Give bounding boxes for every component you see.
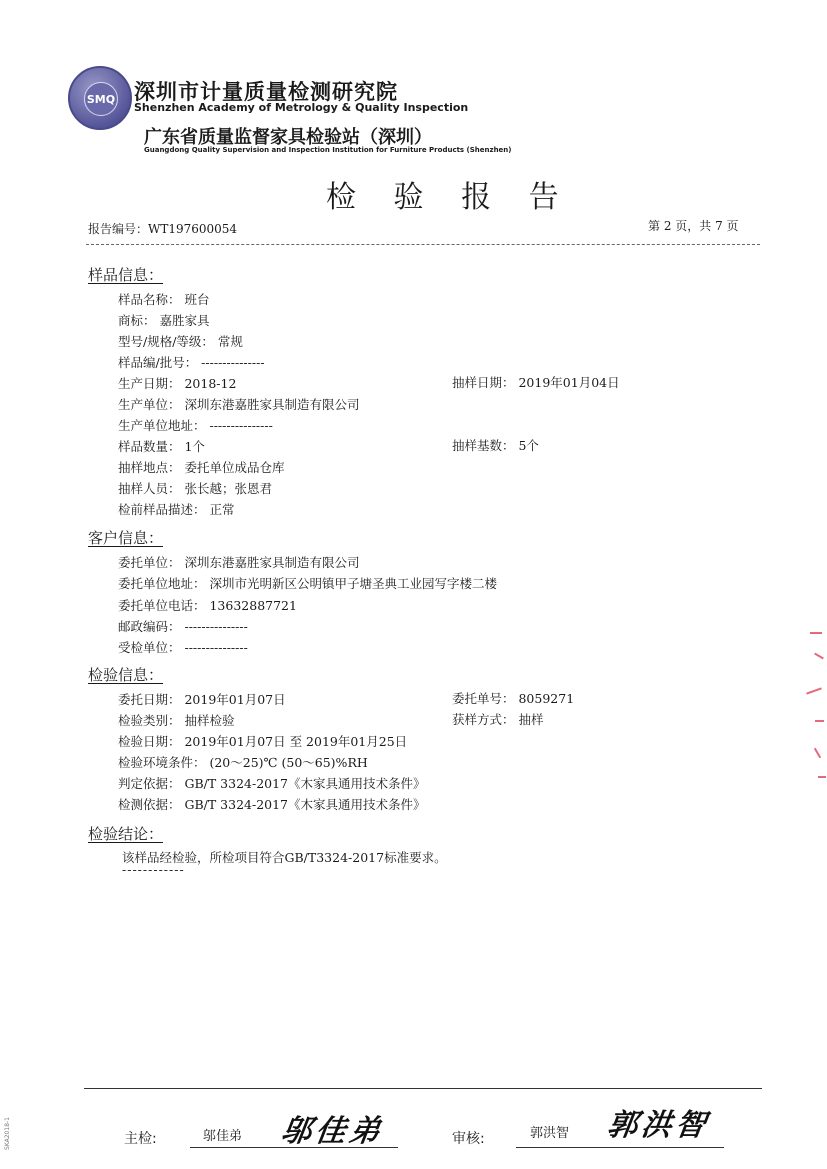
conclusion-section-title: 检验结论： [88,825,164,843]
org-name-en: Shenzhen Academy of Metrology & Quality Inspection [134,101,469,114]
sample-section-title: 样品信息： [88,266,164,284]
chief-signature-line [190,1147,398,1148]
test-basis: 检测依据： GB/T 3324-2017《木家具通用技术条件》 [118,797,426,812]
judgment-basis: 判定依据： GB/T 3324-2017《木家具通用技术条件》 [118,776,426,791]
test-environment: 检验环境条件： (20～25)℃ (50～65)%RH [118,755,368,770]
chief-inspector-name: 邬佳弟 [203,1129,243,1144]
commission-date: 委托日期： 2019年01月07日 [118,692,286,707]
sample-batch: 样品编/批号： --------------- [118,355,265,370]
sample-name: 样品名称： 班台 [118,292,210,307]
production-date: 生产日期： 2018-12 [118,376,237,391]
samplers: 抽样人员： 张长越；张恩君 [118,481,272,496]
chief-inspector-signature: 邬佳弟 [279,1114,386,1149]
inspection-section-title: 检验信息： [88,666,164,684]
institute-logo [68,66,132,130]
inspected-unit: 受检单位： --------------- [118,640,248,655]
pre-test-description: 检前样品描述： 正常 [118,502,235,517]
form-code: SKA2018-1 [4,1117,11,1150]
reviewer-label: 审核: [452,1131,485,1147]
sample-quantity: 样品数量： 1个 [118,439,205,454]
sampling-base: 抽样基数： 5个 [452,438,539,453]
report-number: 报告编号：WT197600054 [88,222,238,236]
reviewer-signature: 郭洪智 [605,1108,712,1143]
reviewer-name: 郭洪智 [530,1126,570,1141]
commission-number: 委托单号： 8059271 [452,691,575,706]
sampling-location: 抽样地点： 委托单位成品仓库 [118,460,285,475]
org2-name-cn: 广东省质量监督家具检验站（深圳） [144,127,432,148]
signature-divider [84,1088,762,1089]
report-title: 检 验 报 告 [326,180,573,215]
header-divider [86,244,760,245]
sampling-date: 抽样日期： 2019年01月04日 [452,375,620,390]
inspection-category: 检验类别： 抽样检验 [118,713,235,728]
sample-brand: 商标： 嘉胜家具 [118,313,210,328]
client-name: 委托单位： 深圳东港嘉胜家具制造有限公司 [118,555,360,570]
client-phone: 委托单位电话： 13632887721 [118,598,297,613]
customer-section-title: 客户信息： [88,529,164,547]
chief-inspector-label: 主检: [124,1131,157,1147]
sampling-method: 获样方式： 抽样 [452,712,544,727]
conclusion-text: 该样品经检验，所检项目符合GB/T3324-2017标准要求。 [122,850,447,865]
org-name-cn: 深圳市计量质量检测研究院 [134,80,398,104]
reviewer-signature-line [516,1147,724,1148]
logo-text: SMQ [84,82,118,116]
postcode: 邮政编码： --------------- [118,619,248,634]
conclusion-end-dashes: ------------ [122,862,185,877]
producer-address: 生产单位地址： --------------- [118,418,273,433]
sample-model: 型号/规格/等级： 常规 [118,334,243,349]
test-date: 检验日期： 2019年01月07日 至 2019年01月25日 [118,734,408,749]
producer: 生产单位： 深圳东港嘉胜家具制造有限公司 [118,397,360,412]
client-address: 委托单位地址： 深圳市光明新区公明镇甲子塘圣典工业园写字楼二楼 [118,576,497,591]
org2-name-en: Guangdong Quality Supervision and Inspection Institution for Furniture Products (Shenzhen) [144,146,512,154]
page-info: 第 2 页，共 7 页 [648,219,739,233]
